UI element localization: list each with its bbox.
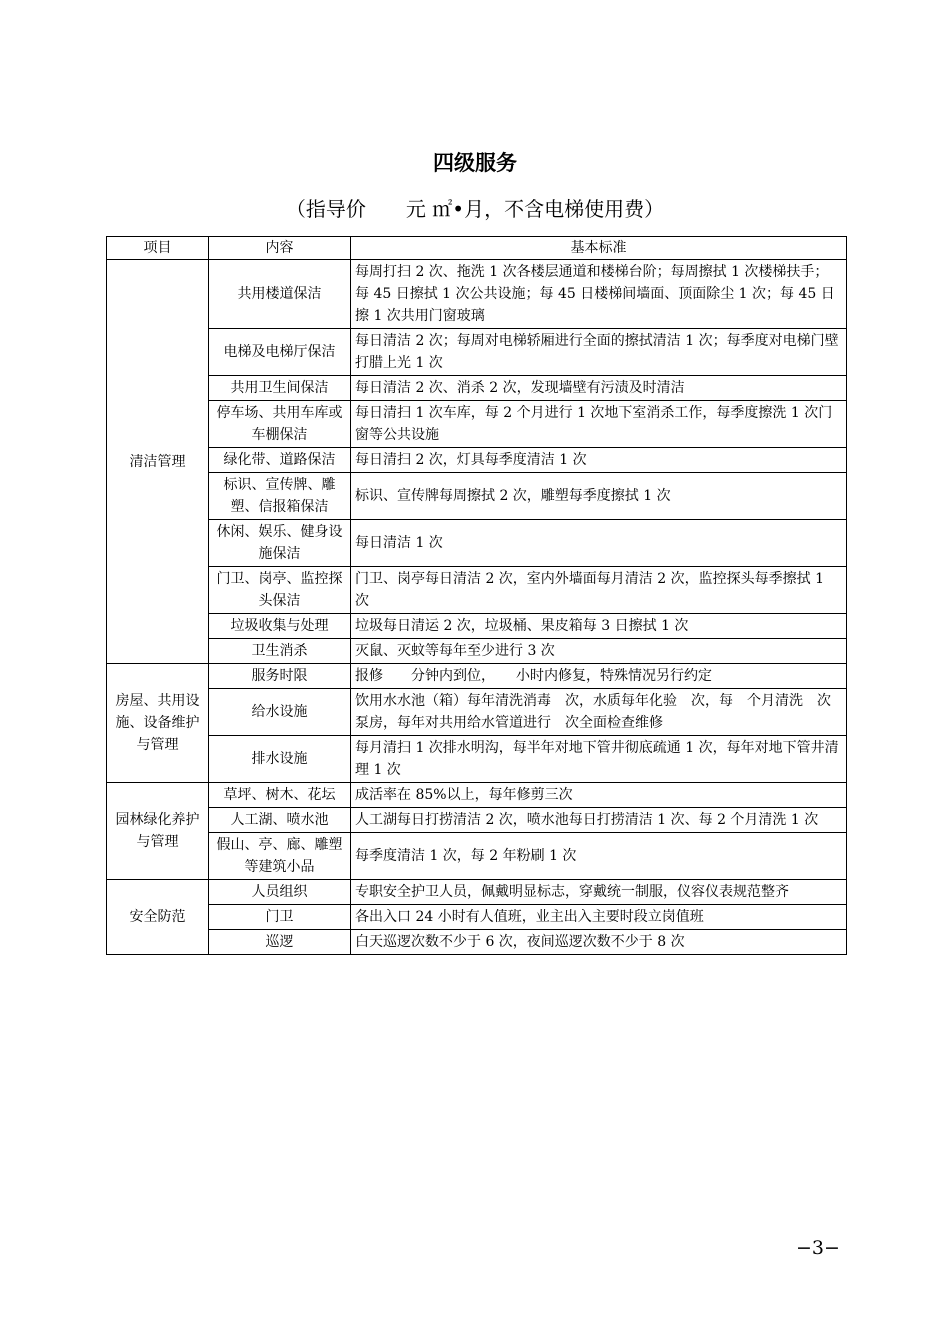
content-cell: 卫生消杀 — [209, 639, 351, 664]
table-row — [107, 639, 847, 664]
table-row — [107, 448, 847, 473]
service-standard-table — [106, 236, 847, 955]
content-cell: 人员组织 — [209, 880, 351, 905]
standard-cell: 灭鼠、灭蚊等每年至少进行 3 次 — [351, 639, 847, 664]
content-cell: 绿化带、道路保洁 — [209, 448, 351, 473]
standard-cell: 每日清洁 2 次；每周对电梯轿厢进行全面的擦拭清洁 1 次；每季度对电梯门壁打腊上光 1 次 — [351, 329, 847, 376]
standard-cell: 门卫、岗亭每日清洁 2 次，室内外墙面每月清洁 2 次，监控探头每季擦拭 1 次 — [351, 567, 847, 614]
standard-cell: 垃圾每日清运 2 次，垃圾桶、果皮箱每 3 日擦拭 1 次 — [351, 614, 847, 639]
table-row — [107, 614, 847, 639]
standard-cell: 报修 分钟内到位， 小时内修复，特殊情况另行约定 — [351, 664, 847, 689]
standard-cell: 每季度清洁 1 次，每 2 年粉刷 1 次 — [351, 833, 847, 880]
page-title: 四级服务 — [433, 151, 517, 175]
header-category: 项目 — [107, 237, 209, 260]
table-row — [107, 783, 847, 808]
content-cell: 人工湖、喷水池 — [209, 808, 351, 833]
page-number: −3− — [796, 1237, 840, 1259]
table-row — [107, 664, 847, 689]
standard-cell: 专职安全护卫人员，佩戴明显标志，穿戴统一制服，仪容仪表规范整齐 — [351, 880, 847, 905]
table-row — [107, 736, 847, 783]
table-header-row — [107, 237, 847, 260]
table-row — [107, 689, 847, 736]
header-standard: 基本标准 — [351, 237, 847, 260]
header-content: 内容 — [209, 237, 351, 260]
standard-cell: 成活率在 85%以上，每年修剪三次 — [351, 783, 847, 808]
content-cell: 标识、宣传牌、雕塑、信报箱保洁 — [209, 473, 351, 520]
standard-cell: 饮用水水池（箱）每年清洗消毒 次，水质每年化验 次，每 个月清洗 次泵房，每年对共用给水管道进行 次全面检查维修 — [351, 689, 847, 736]
category-cell: 清洁管理 — [107, 260, 209, 664]
standard-cell: 标识、宣传牌每周擦拭 2 次，雕塑每季度擦拭 1 次 — [351, 473, 847, 520]
content-cell: 草坪、树木、花坛 — [209, 783, 351, 808]
content-cell: 门卫、岗亭、监控探头保洁 — [209, 567, 351, 614]
content-cell: 休闲、娱乐、健身设施保洁 — [209, 520, 351, 567]
category-cell: 安全防范 — [107, 880, 209, 955]
table-row — [107, 880, 847, 905]
content-cell: 停车场、共用车库或车棚保洁 — [209, 401, 351, 448]
content-cell: 给水设施 — [209, 689, 351, 736]
standard-cell: 每日清洁 1 次 — [351, 520, 847, 567]
category-cell: 房屋、共用设施、设备维护与管理 — [107, 664, 209, 783]
content-cell: 垃圾收集与处理 — [209, 614, 351, 639]
table-row — [107, 401, 847, 448]
content-cell: 服务时限 — [209, 664, 351, 689]
content-cell: 电梯及电梯厅保洁 — [209, 329, 351, 376]
content-cell: 排水设施 — [209, 736, 351, 783]
standard-cell: 每周打扫 2 次、拖洗 1 次各楼层通道和楼梯台阶；每周擦拭 1 次楼梯扶手；每 45 日擦拭 1 次公共设施；每 45 日楼梯间墙面、顶面除尘 1 次；每 45 日擦 1 次共用门窗玻璃 — [351, 260, 847, 329]
price-subtitle: （指导价 元 ㎡•月，不含电梯使用费） — [285, 197, 665, 221]
standard-cell: 每日清扫 2 次，灯具每季度清洁 1 次 — [351, 448, 847, 473]
standard-cell: 各出入口 24 小时有人值班，业主出入主要时段立岗值班 — [351, 905, 847, 930]
table-row — [107, 520, 847, 567]
content-cell: 共用卫生间保洁 — [209, 376, 351, 401]
table-row — [107, 930, 847, 955]
table-row — [107, 329, 847, 376]
table-row — [107, 833, 847, 880]
table-row — [107, 260, 847, 329]
content-cell: 门卫 — [209, 905, 351, 930]
table-row — [107, 473, 847, 520]
table-row — [107, 567, 847, 614]
standard-cell: 每月清扫 1 次排水明沟，每半年对地下管井彻底疏通 1 次，每年对地下管井清理 1 次 — [351, 736, 847, 783]
standard-cell: 每日清扫 1 次车库，每 2 个月进行 1 次地下室消杀工作，每季度擦洗 1 次门窗等公共设施 — [351, 401, 847, 448]
category-cell: 园林绿化养护与管理 — [107, 783, 209, 880]
table-row — [107, 376, 847, 401]
standard-cell: 人工湖每日打捞清洁 2 次，喷水池每日打捞清洁 1 次、每 2 个月清洗 1 次 — [351, 808, 847, 833]
content-cell: 巡逻 — [209, 930, 351, 955]
standard-cell: 白天巡逻次数不少于 6 次，夜间巡逻次数不少于 8 次 — [351, 930, 847, 955]
table-row — [107, 808, 847, 833]
table-row — [107, 905, 847, 930]
content-cell: 共用楼道保洁 — [209, 260, 351, 329]
standard-cell: 每日清洁 2 次、消杀 2 次，发现墙壁有污渍及时清洁 — [351, 376, 847, 401]
content-cell: 假山、亭、廊、雕塑等建筑小品 — [209, 833, 351, 880]
